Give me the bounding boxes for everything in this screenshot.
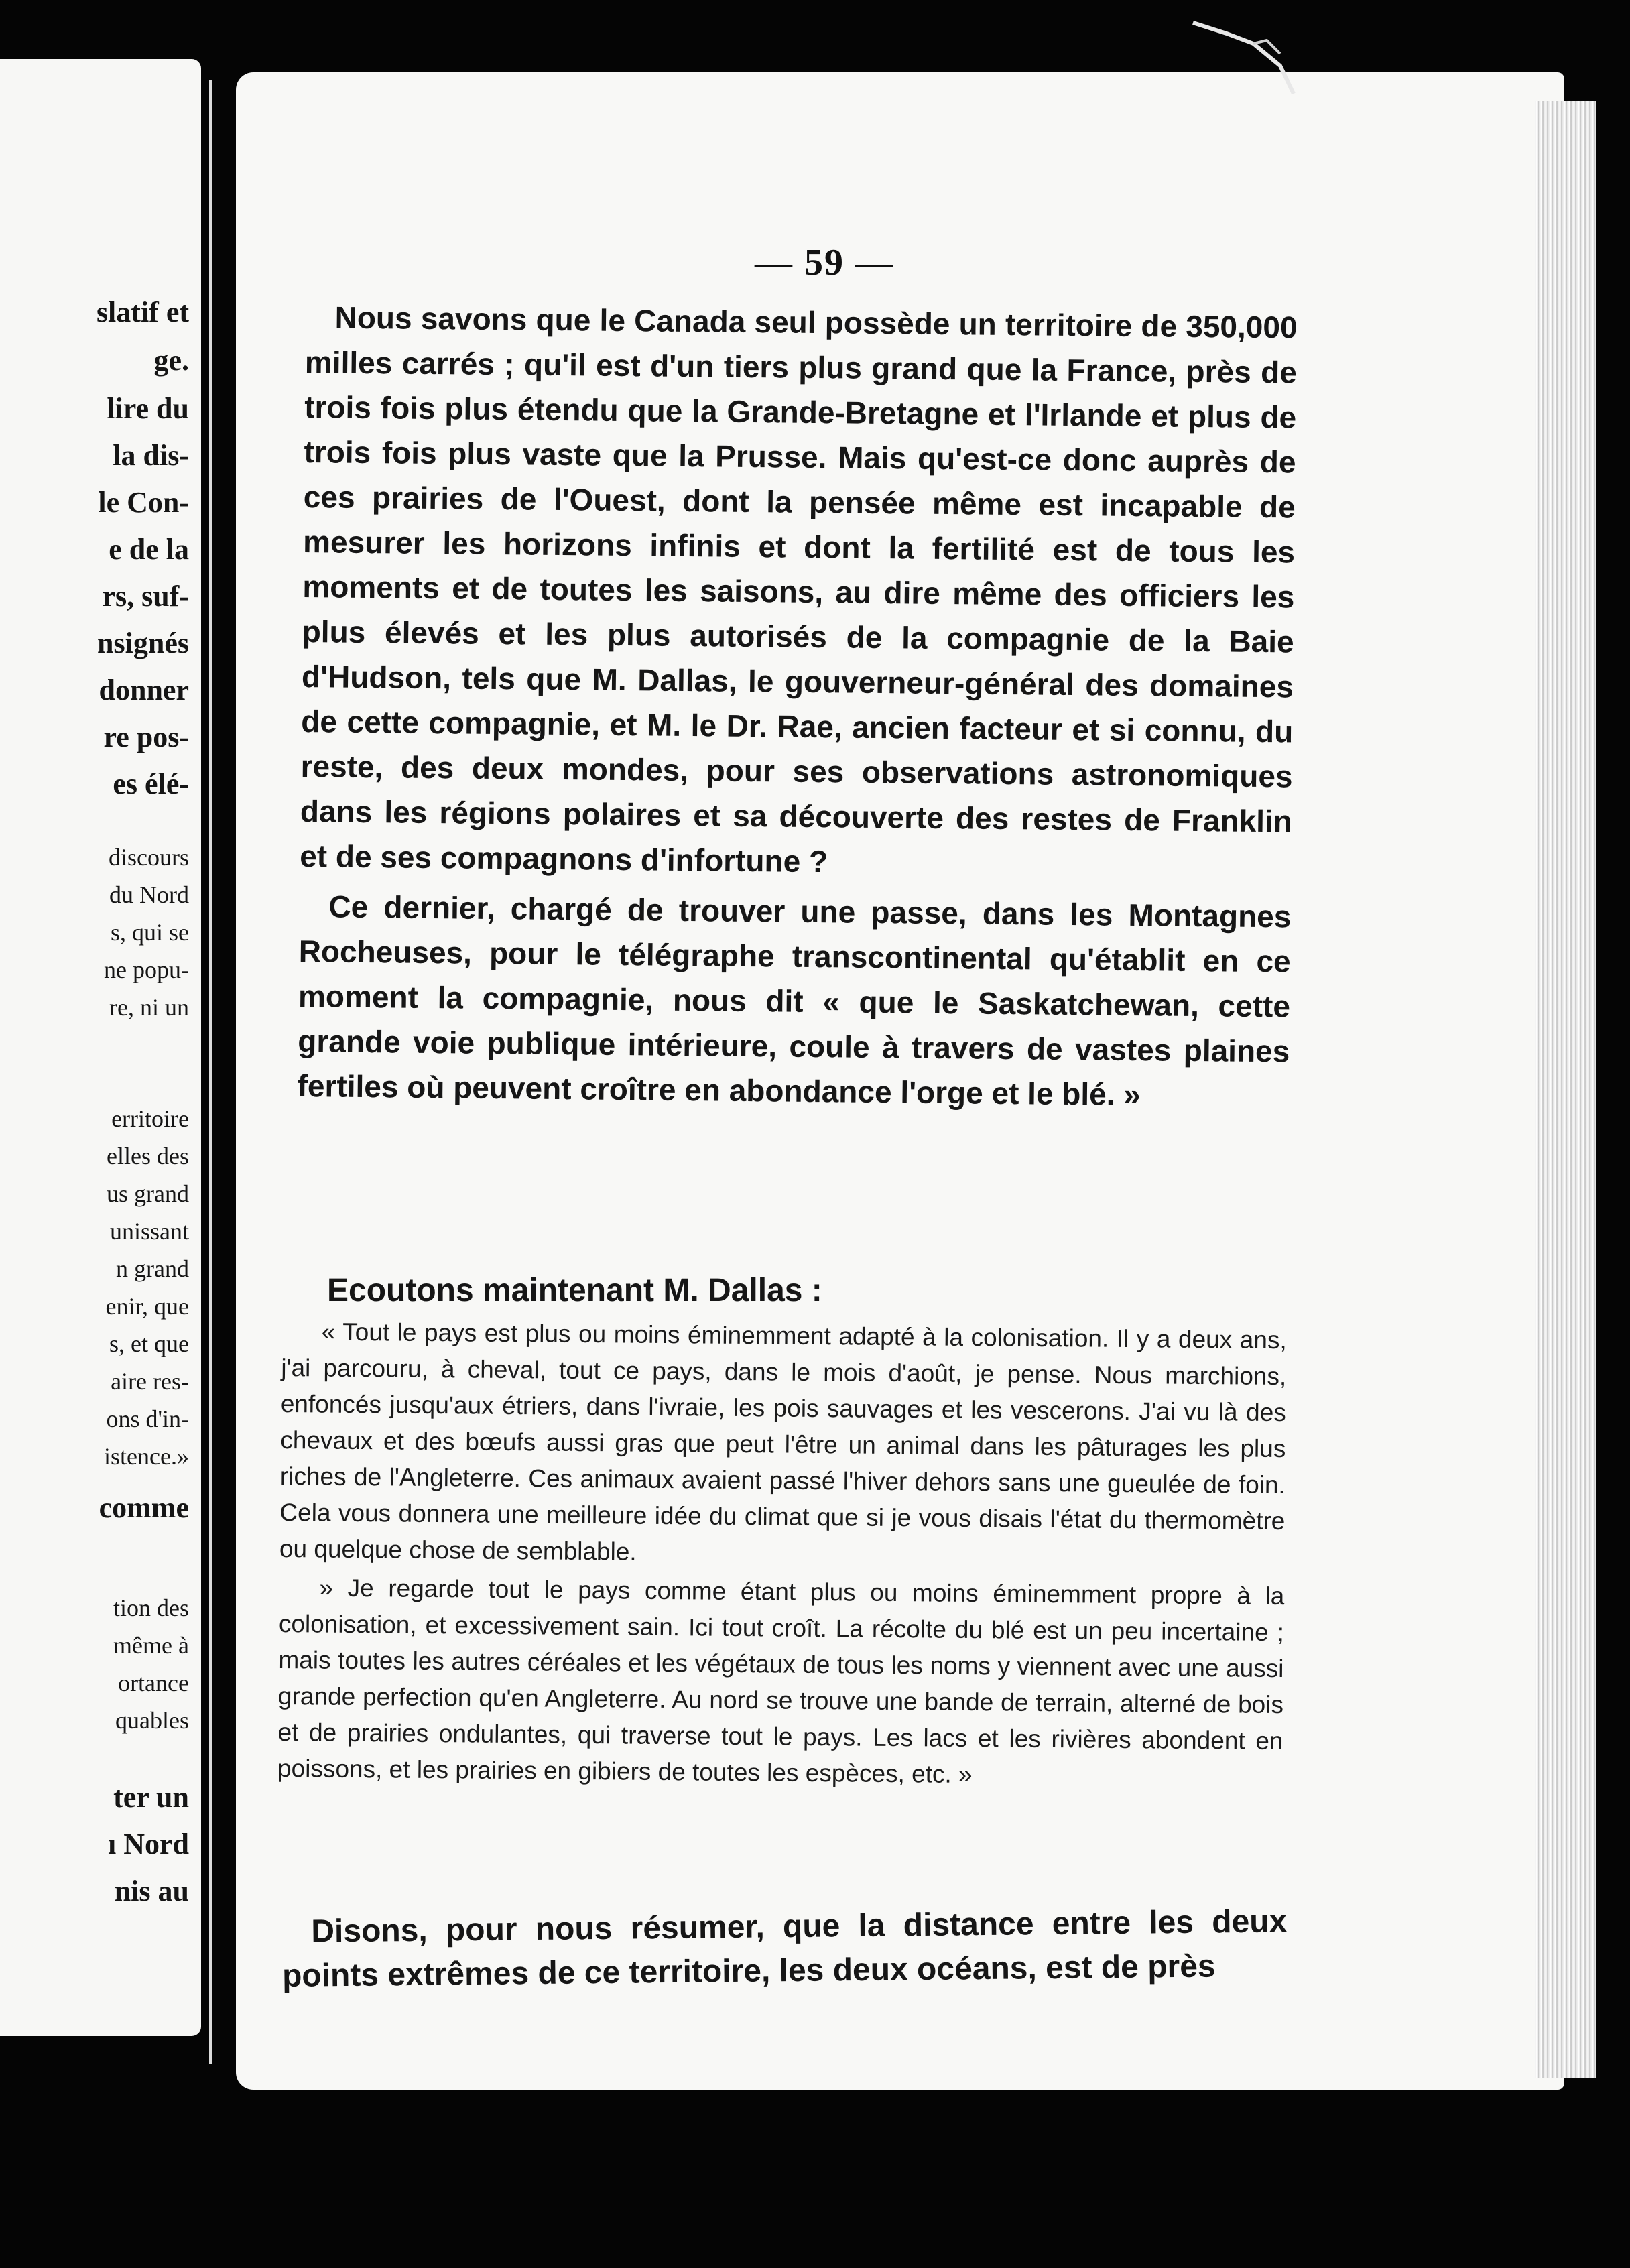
left-page-fragment: enir, que (105, 1293, 189, 1320)
left-page-fragment: elles des (107, 1143, 189, 1170)
scan-corner-artifact (1180, 13, 1307, 101)
quotation-paragraph: » Je regarde tout le pays comme étant plus ou moins éminemment propre à la colonisation, et excessivement sain. Ici tout croît. La récolte du blé est un peu incertaine ; mais toutes les autres céréales et les végétaux de tous les noms y viennent avec une aussi grande perfection qu'en Angleterre. Au nord se trouve une bande de terrain, alterné de bois et de prairies ondulantes, qui traverse tout le pays. Les lacs et les rivières abondent en poissons, et les prairies en gibiers de toutes les espèces, etc. » (277, 1574, 1285, 1789)
book-gutter (209, 80, 212, 2064)
left-page-fragment: istence.» (104, 1443, 189, 1470)
left-page-fragment: rs, suf- (102, 580, 189, 613)
left-page-fragment: discours (109, 844, 189, 871)
left-page-fragment: ons d'in- (106, 1405, 189, 1432)
paragraph: Nous savons que le Canada seul possède un territoire de 350,000 milles carrés ; qu'il est d'un tiers plus grand que la France, près de trois fois plus étendu que la Grande-Bretagne et l'Irlande et plus de trois fois plus vaste que la Prusse. Mais qu'est-ce donc auprès de ces prairies de l'Ouest, dont la pensée même est incapable de mesurer les horizons infinis et dont la fertilité est de tous les moments et de toutes les saisons, au dire même des officiers les plus élevés et les plus autorisés de la compagnie de la Baie d'Hudson, tels que M. Dallas, le gouverneur-général des domaines de cette compagnie, et M. le Dr. Rae, ancien facteur et si connu, du reste, des deux mondes, pour ses observations astronomiques dans les régions polaires et sa découverte des restes de Franklin et de ses compagnons d'infortune ? (299, 300, 1298, 879)
left-page-fragment: us grand (107, 1180, 189, 1207)
left-page-fragment: ter un (113, 1781, 189, 1814)
left-page-fragment: ortance (118, 1670, 189, 1696)
left-page-fragment: n grand (116, 1255, 189, 1282)
left-page-fragment: quables (115, 1707, 189, 1734)
left-page-fragment: nis au (114, 1875, 189, 1907)
left-page-fragment: es élé- (113, 767, 189, 800)
left-page-fragment: e de la (109, 533, 189, 566)
left-page-fragment: la dis- (113, 439, 189, 472)
left-page-fragment: ge. (153, 344, 189, 377)
left-page-fragment: tion des (113, 1594, 189, 1621)
closing-text (281, 1899, 1288, 1999)
section-heading: Ecoutons maintenant M. Dallas : (327, 1273, 822, 1308)
left-page-fragment: lire du (107, 392, 189, 425)
left-page-fragment: re, ni un (109, 994, 189, 1021)
paragraph: Disons, pour nous résumer, que la distance entre les deux points extrêmes de ce territoire, les deux océans, est de près (281, 1903, 1288, 1994)
left-page-fragment: re pos- (103, 720, 189, 753)
left-page-fragment: s, et que (109, 1330, 189, 1357)
left-page-fragment: comme (99, 1491, 189, 1524)
left-page-fragment: slatif et (96, 296, 189, 328)
left-page-fragment: le Con- (98, 486, 189, 519)
left-facing-page (0, 59, 201, 2036)
left-page-fragment: unissant (109, 1218, 189, 1245)
main-text (297, 295, 1298, 1119)
quotation-block (277, 1314, 1287, 1798)
left-page-fragment: nsignés (97, 627, 189, 659)
left-page-fragment: erritoire (111, 1105, 189, 1132)
left-page-fragment: même à (113, 1632, 189, 1659)
left-page-fragment: donner (99, 674, 189, 706)
quotation-paragraph: « Tout le pays est plus ou moins éminemment adapté à la colonisation. Il y a deux ans, j'ai parcouru, à cheval, tout ce pays, dans le mois d'août, je pense. Nous marchions, enfoncés jusqu'aux étriers, dans l'ivraie, les pois sauvages et les vescerons. J'ai vu là des chevaux et des bœufs aussi gras que peut l'être un animal dans les pâturages les plus riches de l'Angleterre. Ces animaux avaient passé l'hiver dehors sans une gueulée de foin. Cela vous donnera une meilleure idée du climat que si je vous disais l'état du thermomètre ou quelque chose de semblable. (279, 1318, 1287, 1566)
left-page-fragment: aire res- (111, 1368, 189, 1395)
left-page-fragment: s, qui se (111, 919, 189, 946)
page-number: — 59 — (755, 242, 894, 284)
page-stack-edge (1535, 101, 1596, 2078)
left-page-fragment: ne popu- (104, 956, 189, 983)
left-page-fragment: du Nord (109, 881, 189, 908)
paragraph: Ce dernier, chargé de trouver une passe, dans les Montagnes Rocheuses, pour le télégraphe transcontinental qu'établit en ce moment la compagnie, nous dit « que le Saskatchewan, cette grande voie publique intérieure, coule à travers de vastes plaines fertiles où peuvent croître en abondance l'orge et le blé. » (297, 889, 1292, 1113)
left-page-fragment: ı Nord (108, 1828, 189, 1861)
